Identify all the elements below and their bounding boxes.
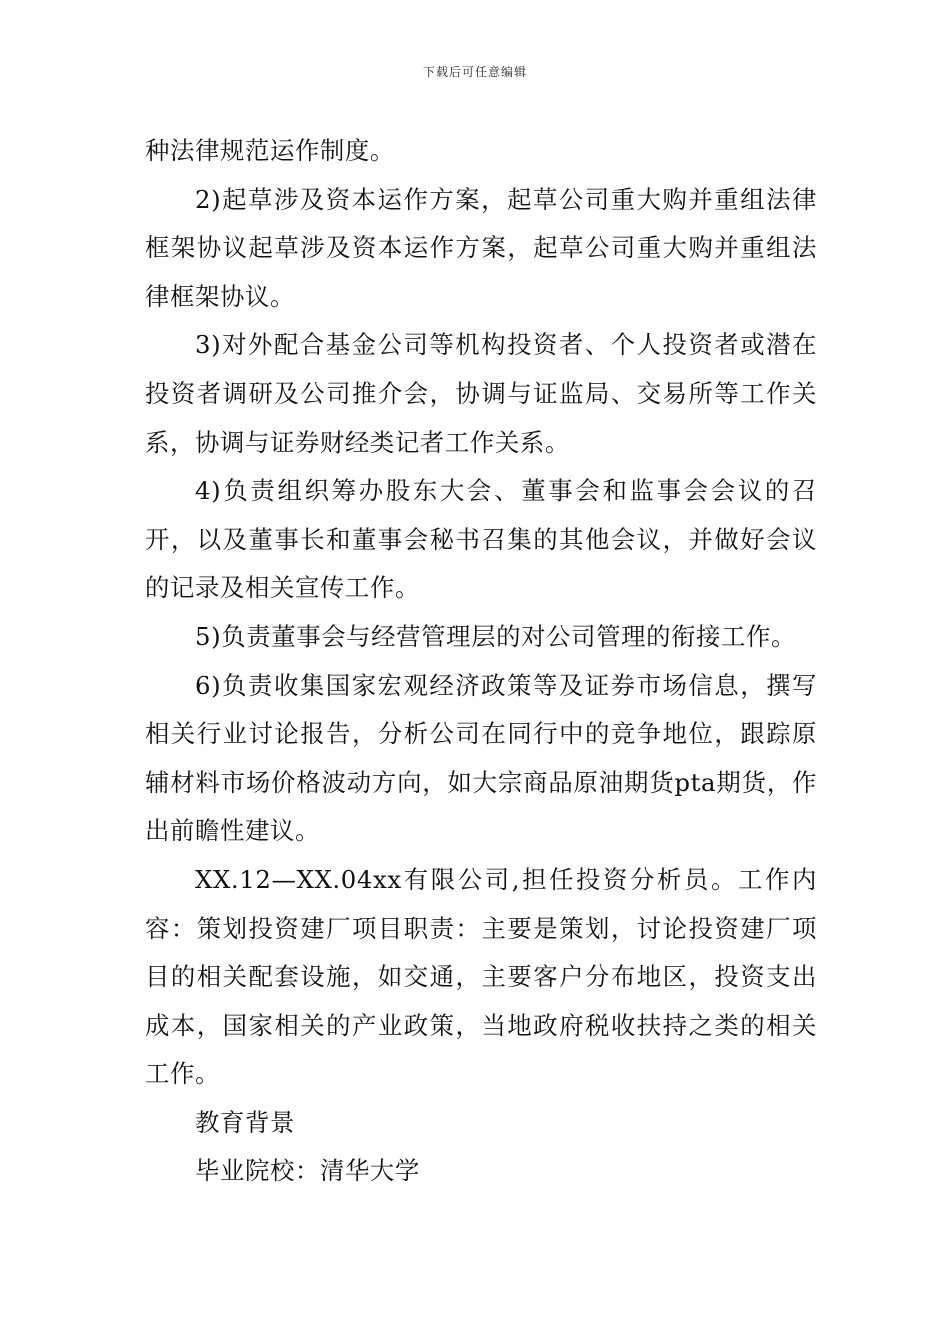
paragraph-item-5: 5)负责董事会与经营管理层的对公司管理的衔接工作。	[195, 621, 797, 651]
paragraph-work-experience: XX.12—XX.04xx有限公司,担任投资分析员。工作内容：策划投资建厂项目职责：主要是策划，讨论投资建厂项目的相关配套设施，如交通，主要客户分布地区，投资支出成本，国家相关的产业政策，当地政府税收扶持之类的相关工作。	[145, 864, 817, 1089]
document-body	[145, 127, 817, 1196]
paragraph-item-6: 6)负责收集国家宏观经济政策等及证券市场信息，撰写相关行业讨论报告，分析公司在同行中的竞争地位，跟踪原辅材料市场价格波动方向，如大宗商品原油期货pta期货，作出前瞻性建议。	[145, 670, 817, 846]
paragraph-item-2: 2)起草涉及资本运作方案，起草公司重大购并重组法律框架协议起草涉及资本运作方案，起草公司重大购并重组法律框架协议。	[145, 184, 817, 311]
paragraph-continuation: 种法律规范运作制度。	[145, 136, 395, 165]
paragraph-item-4: 4)负责组织筹办股东大会、董事会和监事会会议的召开，以及董事长和董事会秘书召集的其他会议，并做好会议的记录及相关宣传工作。	[145, 476, 817, 603]
page-header-note: 下载后可任意编辑	[422, 65, 527, 79]
paragraph-item-3: 3)对外配合基金公司等机构投资者、个人投资者或潜在投资者调研及公司推介会，协调与证监局、交易所等工作关系，协调与证券财经类记者工作关系。	[145, 330, 817, 457]
section-heading-education: 教育背景	[195, 1107, 295, 1137]
paragraph-school: 毕业院校：清华大学	[195, 1156, 420, 1186]
